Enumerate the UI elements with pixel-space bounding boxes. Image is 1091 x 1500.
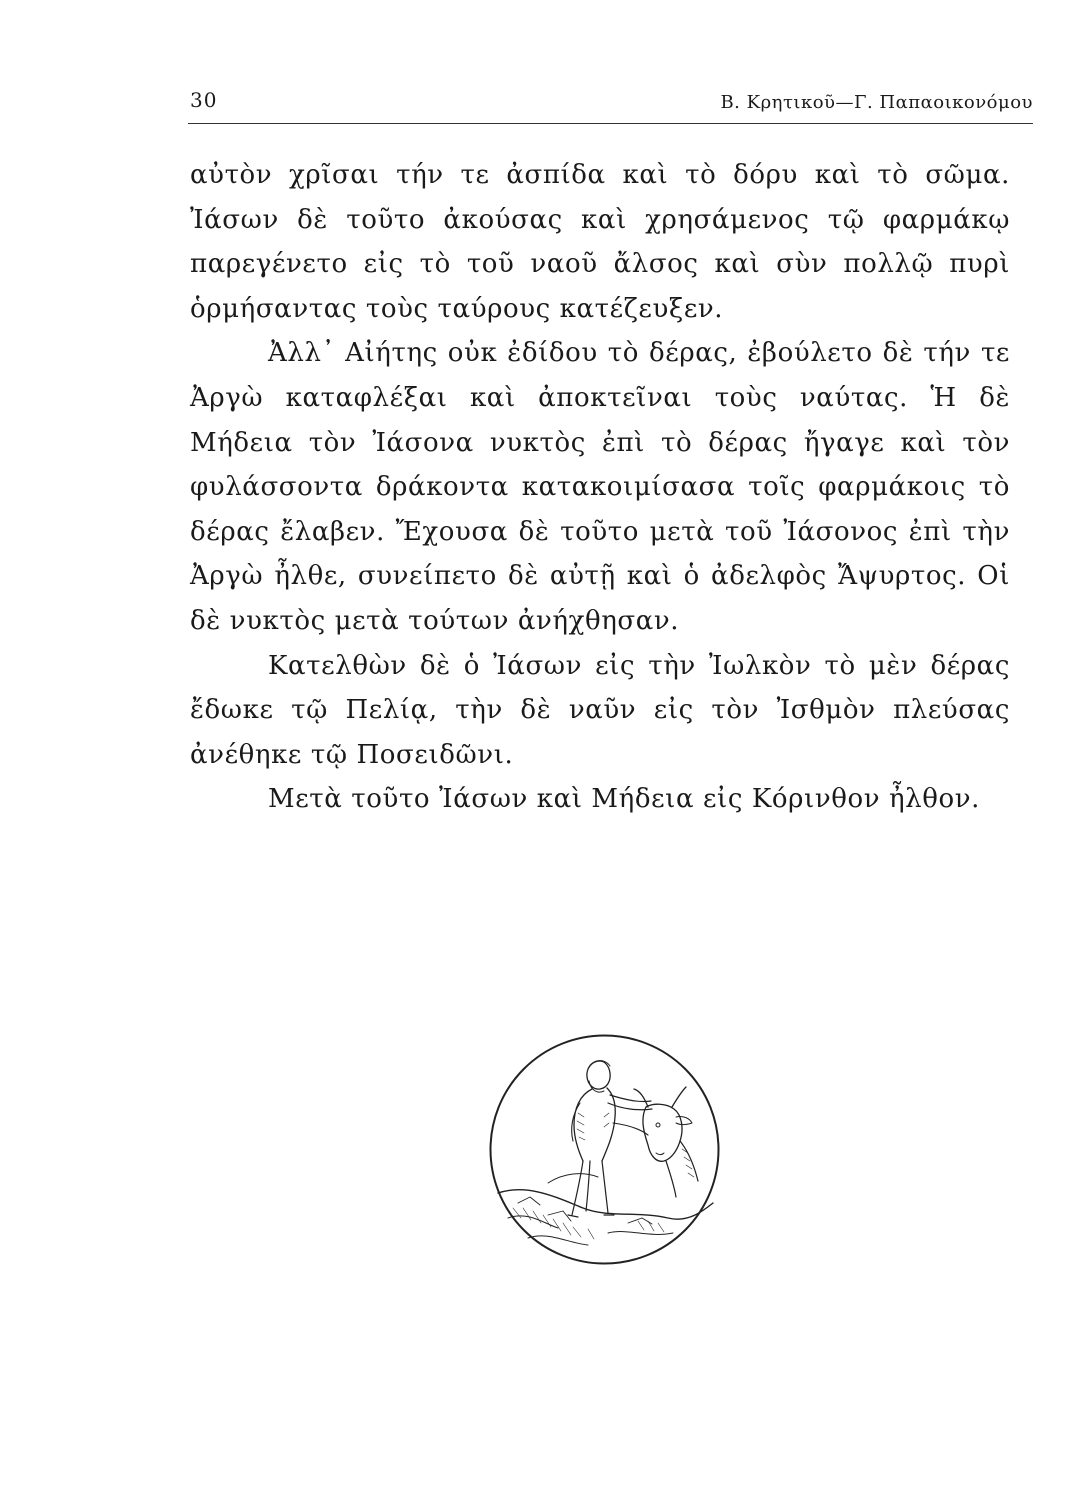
paragraph-1: αὐτὸν χρῖσαι τήν τε ἀσπίδα καὶ τὸ δόρυ καὶ τὸ σῶμα. Ἰάσων δὲ τοῦτο ἀκούσας καὶ χρησάμενος τῷ φαρμάκῳ παρεγένετο εἰς τὸ τοῦ ναοῦ ἄλσος καὶ σὺν πολλῷ πυρὶ ὁρμήσαντας τοὺς ταύρους κατέζευξεν. <box>190 160 1010 324</box>
header-rule <box>188 123 1033 124</box>
vignette-frame <box>491 1036 719 1264</box>
paragraph-2: Ἀλλ᾽ Αἰήτης οὐκ ἐδίδου τὸ δέρας, ἐβούλετο δὲ τήν τε Ἀργὼ καταφλέξαι καὶ ἀποκτεῖναι τοὺς ναύτας. Ἡ δὲ Μήδεια τὸν Ἰάσονα νυκτὸς ἐπὶ τὸ δέρας ἤγαγε καὶ τὸν φυλάσσοντα δράκοντα κατακοιμίσασα τοῖς φαρμάκοις τὸ δέρας ἔλαβεν. Ἔχουσα δὲ τοῦτο μετὰ τοῦ Ἰάσονος ἐπὶ τὴν Ἀργὼ ἦλθε, συνείπετο δὲ αὐτῇ καὶ ὁ ἀδελφὸς Ἄψυρτος. Οἱ δὲ νυκτὸς μετὰ τούτων ἀνήχθησαν. <box>190 338 1010 636</box>
paragraph-4: Μετὰ τοῦτο Ἰάσων καὶ Μήδεια εἰς Κόρινθον ἦλθον. <box>268 784 981 815</box>
body-text <box>190 153 1010 822</box>
vignette-illustration <box>488 1033 721 1266</box>
paragraph-3: Κατελθὼν δὲ ὁ Ἰάσων εἰς τὴν Ἰωλκὸν τὸ μὲν δέρας ἔδωκε τῷ Πελίᾳ, τὴν δὲ ναῦν εἰς τὸν Ἰσθμὸν πλεύσας ἀνέθηκε τῷ Ποσειδῶνι. <box>190 650 1010 770</box>
page-number: 30 <box>190 88 218 112</box>
running-head: Β. Κρητικοῦ—Γ. Παπαοικονόμου <box>720 92 1033 113</box>
vignette-bull <box>643 1104 682 1161</box>
